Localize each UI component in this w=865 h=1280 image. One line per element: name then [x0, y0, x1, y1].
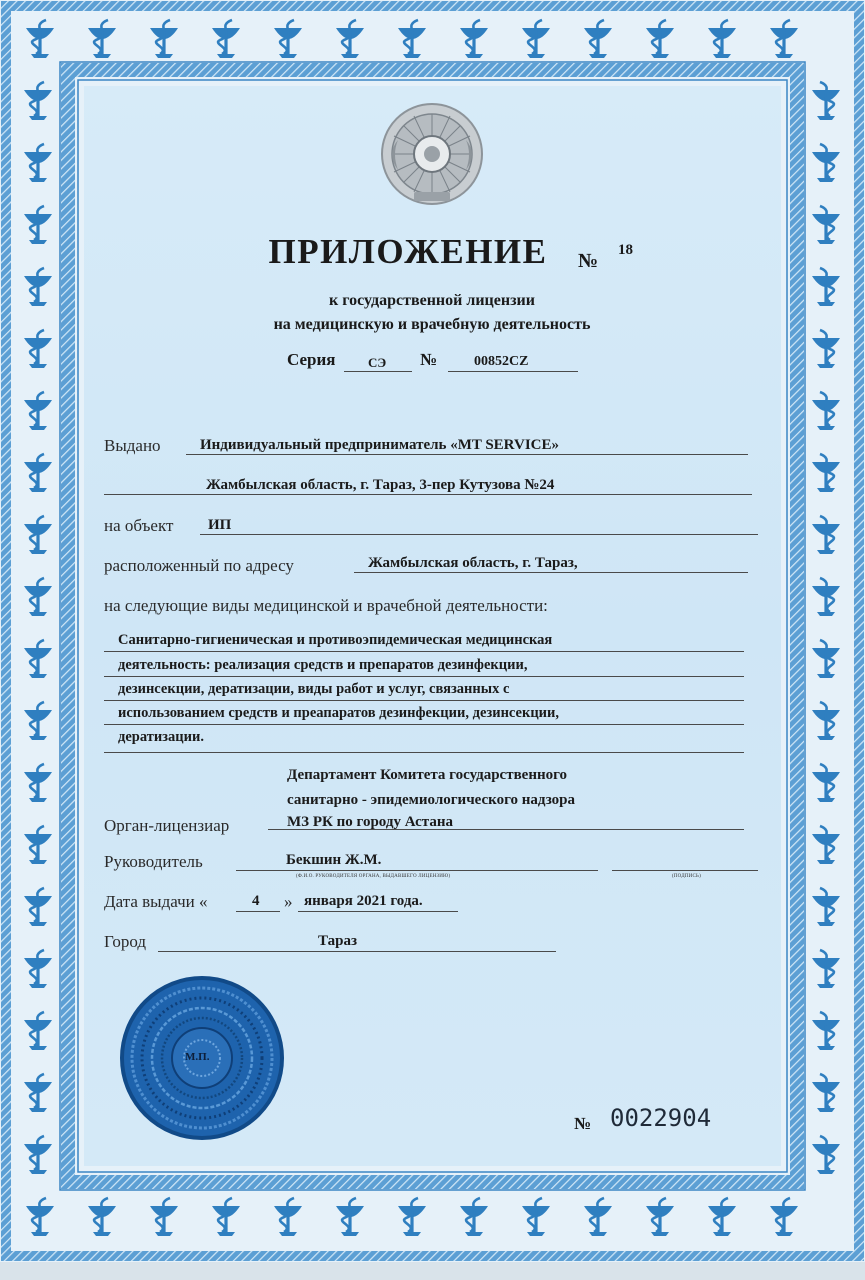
city-label: Город [104, 932, 146, 951]
activities-line-3: дезинсекции, дератизации, виды работ и услуг, связанных с [118, 681, 510, 697]
license-number: 00852CZ [474, 354, 529, 369]
subtitle-line-1: к государственной лицензии [329, 292, 535, 309]
date-day: 4 [252, 893, 260, 909]
serial-number-sign: № [574, 1114, 592, 1133]
state-emblem-icon [378, 100, 486, 208]
address-label: расположенный по адресу [104, 556, 294, 575]
object-underline [200, 534, 758, 535]
activities-label: на следующие виды медицинской и врачебной деятельности: [104, 596, 548, 615]
activities-line-2: деятельность: реализация средств и препаратов дезинфекции, [118, 657, 528, 673]
licensor-label: Орган-лицензиар [104, 816, 230, 835]
series-underline [344, 371, 412, 372]
head-caption: (Ф.И.О. РУКОВОДИТЕЛЯ ОРГАНА, ВЫДАВШЕГО ЛИЦЕНЗИЮ) [296, 874, 451, 879]
city-value: Тараз [318, 933, 358, 949]
activities-underline-4 [104, 724, 744, 725]
head-value: Бекшин Ж.М. [286, 852, 382, 868]
appendix-title: ПРИЛОЖЕНИЕ [268, 232, 548, 271]
signature-underline [612, 870, 758, 871]
signature-caption: (ПОДПИСЬ) [672, 874, 701, 879]
head-label: Руководитель [104, 852, 203, 871]
appendix-number-sign: № [578, 250, 599, 272]
address-underline [354, 572, 748, 573]
stamp-mp-label: М.П. [185, 1051, 210, 1063]
licensor-value: МЗ РК по городу Астана [287, 814, 454, 830]
serial-number: 0022904 [610, 1104, 712, 1132]
activities-underline-5 [104, 752, 744, 753]
subtitle-line-2: на медицинскую и врачебную деятельность [273, 316, 591, 333]
activities-underline-3 [104, 700, 744, 701]
date-rest: января 2021 года. [304, 893, 423, 909]
head-underline [236, 870, 598, 871]
issued-value: Индивидуальный предприниматель «MT SERVICE» [200, 437, 559, 453]
object-value: ИП [208, 517, 232, 533]
issued-label: Выдано [104, 436, 161, 455]
activities-line-5: дератизации. [118, 729, 204, 745]
date-day-underline [236, 911, 280, 912]
city-underline [158, 951, 556, 952]
series-label: Серия [287, 350, 336, 369]
object-label: на объект [104, 516, 174, 535]
address-value: Жамбылская область, г. Тараз, [368, 555, 578, 571]
activities-line-4: использованием средств и преапаратов дезинфекции, дезинсекции, [118, 705, 560, 721]
activities-line-1: Санитарно-гигиеническая и противоэпидемическая медицинская [118, 632, 553, 648]
issued-underline [186, 454, 748, 455]
license-number-underline [448, 371, 578, 372]
license-number-sign: № [420, 350, 438, 369]
date-label: Дата выдачи « [104, 892, 208, 911]
activities-underline-2 [104, 676, 744, 677]
series-value: СЭ [368, 355, 387, 370]
appendix-number: 18 [618, 242, 633, 258]
page-bottom-margin [0, 1262, 865, 1280]
activities-underline-1 [104, 651, 744, 652]
licensor-line-2: санитарно - эпидемиологического надзора [287, 792, 575, 808]
issued-address-underline [104, 494, 752, 495]
issued-address: Жамбылская область, г. Тараз, 3-пер Кутузова №24 [206, 477, 555, 493]
date-rest-underline [298, 911, 458, 912]
date-close-quote: » [284, 892, 293, 911]
licensor-line-1: Департамент Комитета государственного [287, 767, 568, 783]
